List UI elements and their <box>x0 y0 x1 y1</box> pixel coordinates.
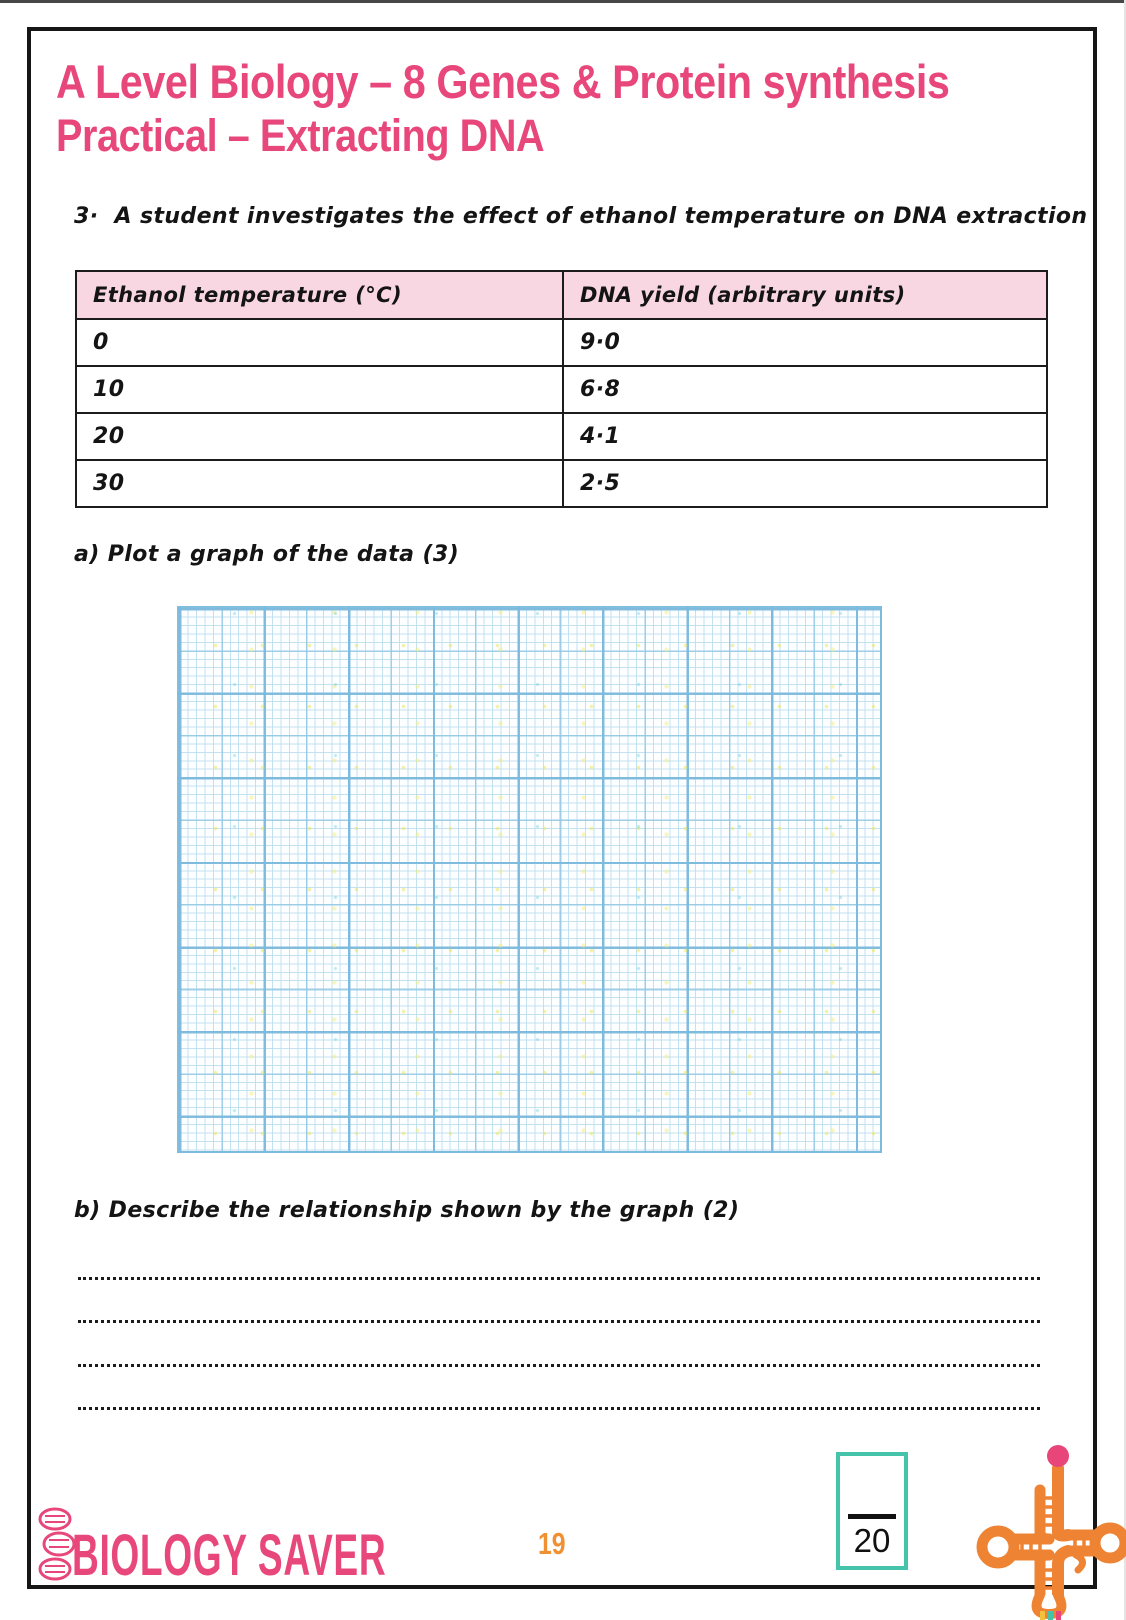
score-fraction-bar <box>848 1514 896 1519</box>
cell-yield: 9·0 <box>563 319 1047 366</box>
table-row <box>76 413 1047 460</box>
page-number: 19 <box>538 1526 566 1561</box>
question-3 <box>74 204 1088 229</box>
cell-temperature: 30 <box>76 460 563 507</box>
page-subtitle: Practical – Extracting DNA <box>56 110 545 161</box>
table-header-yield: DNA yield (arbitrary units) <box>563 271 1047 319</box>
trna-cap-dot <box>1047 1445 1069 1467</box>
scan-speckle-layer <box>179 608 880 1151</box>
trna-cloverleaf-icon <box>952 1398 1126 1620</box>
question-part-a: a) Plot a graph of the data (3) <box>74 542 460 567</box>
cell-temperature: 0 <box>76 319 563 366</box>
table-row <box>76 460 1047 507</box>
score-max-mark: 20 <box>853 1522 891 1559</box>
trna-anticodon-ticks <box>1040 1611 1061 1620</box>
brand-name: BIOLOGY SAVER <box>72 1522 387 1588</box>
cell-yield: 2·5 <box>563 460 1047 507</box>
table-header-temperature: Ethanol temperature (°C) <box>76 271 563 319</box>
table-row <box>76 319 1047 366</box>
graph-paper <box>177 606 882 1153</box>
scan-edge-top <box>0 0 1126 3</box>
table-header-row <box>76 271 1047 319</box>
answer-dotted-line <box>78 1364 1040 1367</box>
question-part-b: b) Describe the relationship shown by the graph (2) <box>74 1198 740 1223</box>
brand-logo <box>36 1506 563 1588</box>
answer-dotted-line <box>78 1277 1040 1280</box>
question-3-text: A student investigates the effect of ethanol temperature on DNA extraction <box>114 204 1088 229</box>
cell-yield: 6·8 <box>563 366 1047 413</box>
scan-speckle-layer <box>179 608 880 1151</box>
score-box <box>836 1452 908 1570</box>
answer-dotted-line <box>78 1320 1040 1323</box>
table-row <box>76 366 1047 413</box>
answer-dotted-line <box>78 1407 1040 1410</box>
cell-temperature: 20 <box>76 413 563 460</box>
scan-speckle-layer <box>179 608 880 1151</box>
cell-yield: 4·1 <box>563 413 1047 460</box>
question-3-number: 3· <box>74 204 99 229</box>
cell-temperature: 10 <box>76 366 563 413</box>
dna-helix-icon <box>36 1506 76 1582</box>
page-title: A Level Biology – 8 Genes & Protein synthesis <box>56 55 950 108</box>
data-table <box>75 270 1048 508</box>
